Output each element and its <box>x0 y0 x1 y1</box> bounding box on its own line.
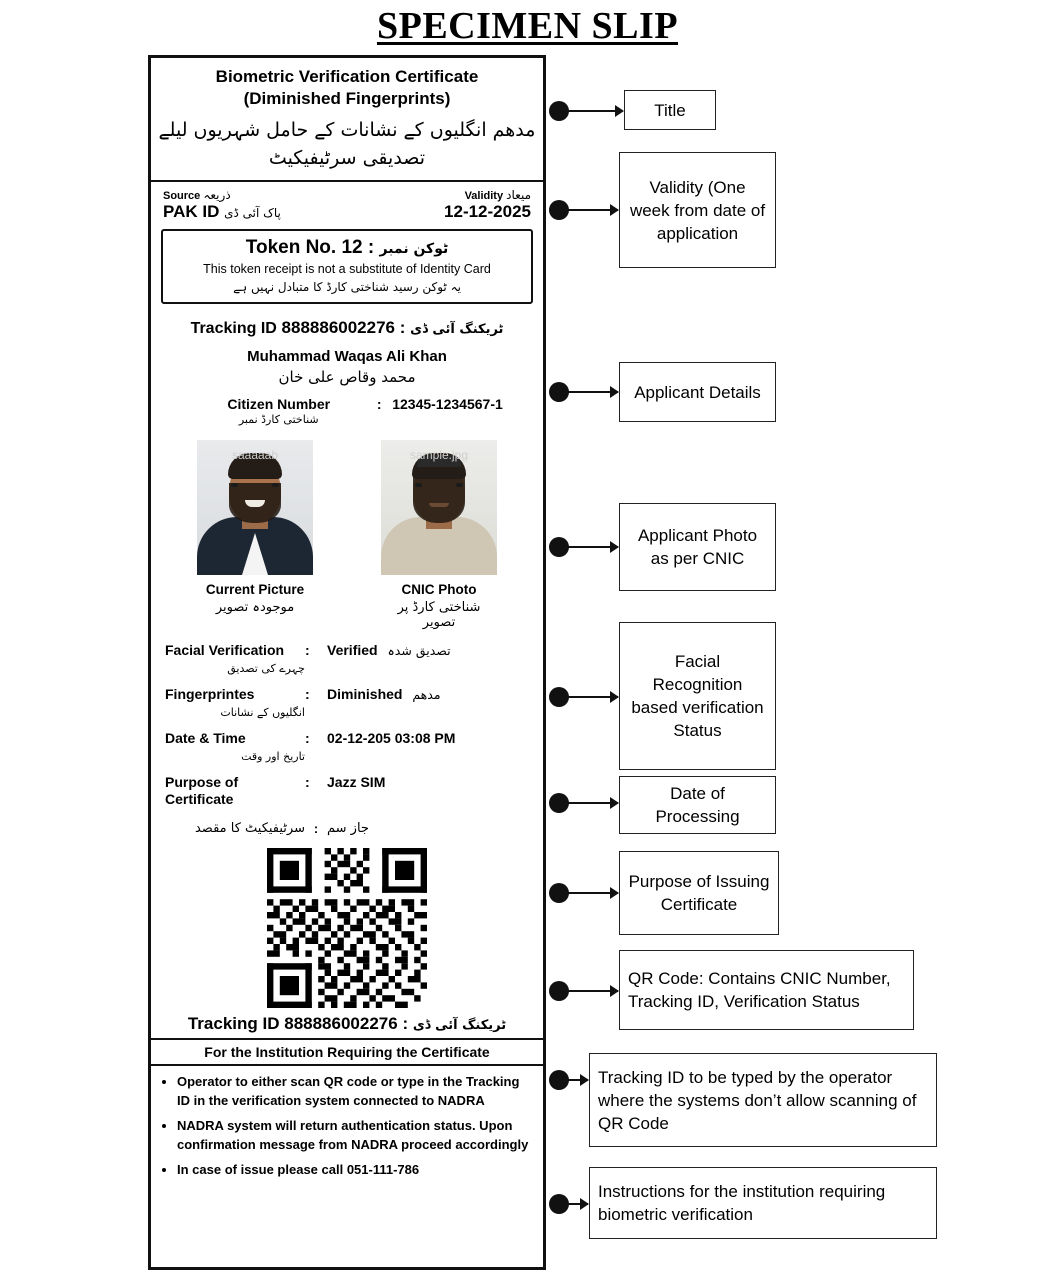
certificate-card <box>148 55 546 1270</box>
citizen-number-label-en: Citizen Number <box>227 396 331 412</box>
field-fingerprints <box>165 686 529 721</box>
callout-validity: Validity (One week from date of application <box>619 152 776 268</box>
field-fingerprints-value-ur: مدھم <box>412 687 441 702</box>
institution-instructions <box>151 1066 543 1189</box>
validity-value: 12-12-2025 <box>444 202 531 221</box>
tracking-id-top-label: Tracking ID <box>190 320 277 337</box>
citizen-number-value: 12345-1234567-1 <box>392 396 503 412</box>
tracking-id-top-value: 888886002276 <box>281 318 396 337</box>
current-picture-caption-en: Current Picture <box>205 582 305 597</box>
current-picture-image <box>197 440 313 575</box>
purpose-urdu-value: جاز سم <box>327 821 369 836</box>
token-note-ur: یہ ٹوکن رسید شناختی کارڈ کا متبادل نہیں ہے <box>233 280 461 294</box>
field-purpose <box>165 774 529 808</box>
callout-tracking-id: Tracking ID to be typed by the operator where the systems don’t allow scanning of QR Code <box>589 1053 937 1147</box>
callout-arrow-date-processing <box>610 797 619 809</box>
tracking-id-top-label-ur: ٹریکنگ آئی ڈی <box>410 322 504 337</box>
callout-title: Title <box>624 90 716 130</box>
current-picture-watermark: saaaaab <box>231 448 279 462</box>
field-date-time-label-ur: تاریخ اور وقت <box>241 750 305 763</box>
callout-arrow-title <box>615 105 624 117</box>
validity-block <box>444 188 531 222</box>
tracking-id-bottom-separator: : <box>402 1014 409 1033</box>
certificate-header <box>151 58 543 178</box>
source-value-ur: پاک آئی ڈی <box>224 206 281 220</box>
callout-purpose: Purpose of Issuing Certificate <box>619 851 779 935</box>
source-value-en: PAK ID <box>163 202 220 221</box>
purpose-urdu-colon: : <box>313 821 319 836</box>
callout-arrow-facial-status <box>610 691 619 703</box>
callout-arrow-qr-code <box>610 985 619 997</box>
source-block <box>163 188 281 223</box>
field-fingerprints-label-en: Fingerprintes <box>165 686 255 702</box>
photos-row <box>151 440 543 630</box>
verification-fields <box>151 642 543 808</box>
field-facial-verification-label-ur: چہرے کی تصدیق <box>227 662 305 675</box>
callout-bullet-applicant-details <box>549 382 569 402</box>
field-facial-verification-value <box>327 642 451 658</box>
token-label: Token No. <box>245 237 337 258</box>
callout-applicant-photo: Applicant Photo as per CNIC <box>619 503 776 591</box>
applicant-name-en: Muhammad Waqas Ali Khan <box>247 348 447 365</box>
callout-arrow-tracking-id <box>580 1074 589 1086</box>
field-date-time-label-en: Date & Time <box>165 730 246 746</box>
citizen-number-colon: : <box>376 396 382 412</box>
callout-qr-code: QR Code: Contains CNIC Number, Tracking ID, Verification Status <box>619 950 914 1030</box>
token-note-en: This token receipt is not a substitute of Identity Card <box>203 262 491 276</box>
callout-bullet-tracking-id <box>549 1070 569 1090</box>
current-picture-caption-ur: موجودہ تصویر <box>215 600 295 615</box>
token-value: 12 <box>341 237 363 258</box>
page-title: SPECIMEN SLIP <box>376 5 679 47</box>
list-item: • In case of issue please call 051-111-786 <box>177 1160 533 1179</box>
callout-bullet-qr-code <box>549 981 569 1001</box>
callout-arrow-purpose <box>610 887 619 899</box>
callout-bullet-title <box>549 101 569 121</box>
field-facial-verification-value-ur: تصدیق شدہ <box>387 643 451 658</box>
list-item: • NADRA system will return authentication status. Upon confirmation message from NADRA proceed accordingly <box>177 1116 533 1154</box>
source-value <box>163 202 281 223</box>
tracking-id-top-separator: : <box>399 318 406 337</box>
tracking-id-bottom-label: Tracking ID <box>187 1014 280 1033</box>
source-label-ur: ذریعہ <box>203 188 231 202</box>
qr-code-icon <box>267 848 427 1008</box>
field-purpose-colon: : <box>305 774 310 790</box>
callout-arrow-applicant-photo <box>610 541 619 553</box>
callout-date-processing: Date of Processing <box>619 776 776 834</box>
field-facial-verification-value-en: Verified <box>327 642 378 658</box>
citizen-number-label <box>191 396 366 426</box>
tracking-id-bottom-label-ur: ٹریکنگ آئی ڈی <box>412 1018 507 1033</box>
field-date-time-value: 02-12-205 03:08 PM <box>327 730 456 746</box>
list-item: • Operator to either scan QR code or type in the Tracking ID in the verification system connected to NADRA <box>177 1072 533 1110</box>
token-box <box>161 229 533 304</box>
current-picture-block <box>197 440 313 630</box>
source-label-en: Source <box>163 190 201 202</box>
source-validity-row <box>151 182 543 227</box>
callout-instructions: Instructions for the institution requiring biometric verification <box>589 1167 937 1239</box>
token-label-ur: ٹوکن نمبر <box>379 241 449 257</box>
certificate-heading-urdu: مدھم انگلیوں کے نشانات کے حامل شہریوں لیلے تصدیقی سرٹیفیکیٹ <box>158 119 536 169</box>
certificate-heading-line1: Biometric Verification Certificate <box>215 67 479 86</box>
field-facial-verification-label <box>165 642 305 677</box>
field-fingerprints-value-en: Diminished <box>327 686 403 702</box>
institution-heading: For the Institution Requiring the Certificate <box>151 1038 543 1066</box>
cnic-photo-image <box>381 440 497 575</box>
callout-bullet-facial-status <box>549 687 569 707</box>
source-label <box>163 188 281 202</box>
field-fingerprints-label-ur: انگلیوں کے نشانات <box>220 706 305 719</box>
tracking-id-top <box>151 310 543 342</box>
citizen-number-label-ur: شناختی کارڈ نمبر <box>238 413 319 426</box>
qr-code-wrap <box>151 848 543 1008</box>
validity-label-ur: میعاد <box>506 188 531 202</box>
callout-applicant-details: Applicant Details <box>619 362 776 422</box>
callout-bullet-instructions <box>549 1194 569 1214</box>
applicant-name-ur: محمد وقاص علی خان <box>278 368 416 386</box>
field-fingerprints-colon: : <box>305 686 310 702</box>
field-fingerprints-label <box>165 686 305 721</box>
cnic-photo-caption-en: CNIC Photo <box>401 582 477 597</box>
cnic-photo-block <box>381 440 497 630</box>
cnic-photo-watermark: sample.jpg <box>409 448 469 462</box>
cnic-photo-caption-ur: شناختی کارڈ پر تصویر <box>397 600 481 630</box>
field-date-time-colon: : <box>305 730 310 746</box>
field-facial-verification-colon: : <box>305 642 310 658</box>
callout-facial-status: Facial Recognition based verification Status <box>619 622 776 770</box>
validity-label <box>444 188 531 202</box>
callout-connector-title <box>568 110 622 112</box>
field-facial-verification <box>165 642 529 677</box>
tracking-id-bottom-value: 888886002276 <box>284 1014 398 1033</box>
token-line <box>167 236 527 261</box>
purpose-urdu-row <box>151 817 543 836</box>
callout-bullet-purpose <box>549 883 569 903</box>
field-purpose-value: Jazz SIM <box>327 774 386 790</box>
citizen-number-row <box>151 386 543 426</box>
certificate-heading-line2: (Diminished Fingerprints) <box>243 89 451 108</box>
validity-label-en: Validity <box>464 190 504 202</box>
tracking-id-bottom <box>151 1008 543 1038</box>
field-date-time-label <box>165 730 305 765</box>
callout-arrow-instructions <box>580 1198 589 1210</box>
field-fingerprints-value <box>327 686 441 702</box>
callout-bullet-applicant-photo <box>549 537 569 557</box>
callout-arrow-validity <box>610 204 619 216</box>
field-purpose-label: Purpose of Certificate <box>165 774 239 807</box>
field-facial-verification-label-en: Facial Verification <box>165 642 285 658</box>
callout-arrow-applicant-details <box>610 386 619 398</box>
callout-bullet-date-processing <box>549 793 569 813</box>
token-separator: : <box>367 237 375 258</box>
callout-bullet-validity <box>549 200 569 220</box>
field-date-time <box>165 730 529 765</box>
purpose-urdu-label: سرٹیفیکیٹ کا مقصد <box>194 821 305 836</box>
